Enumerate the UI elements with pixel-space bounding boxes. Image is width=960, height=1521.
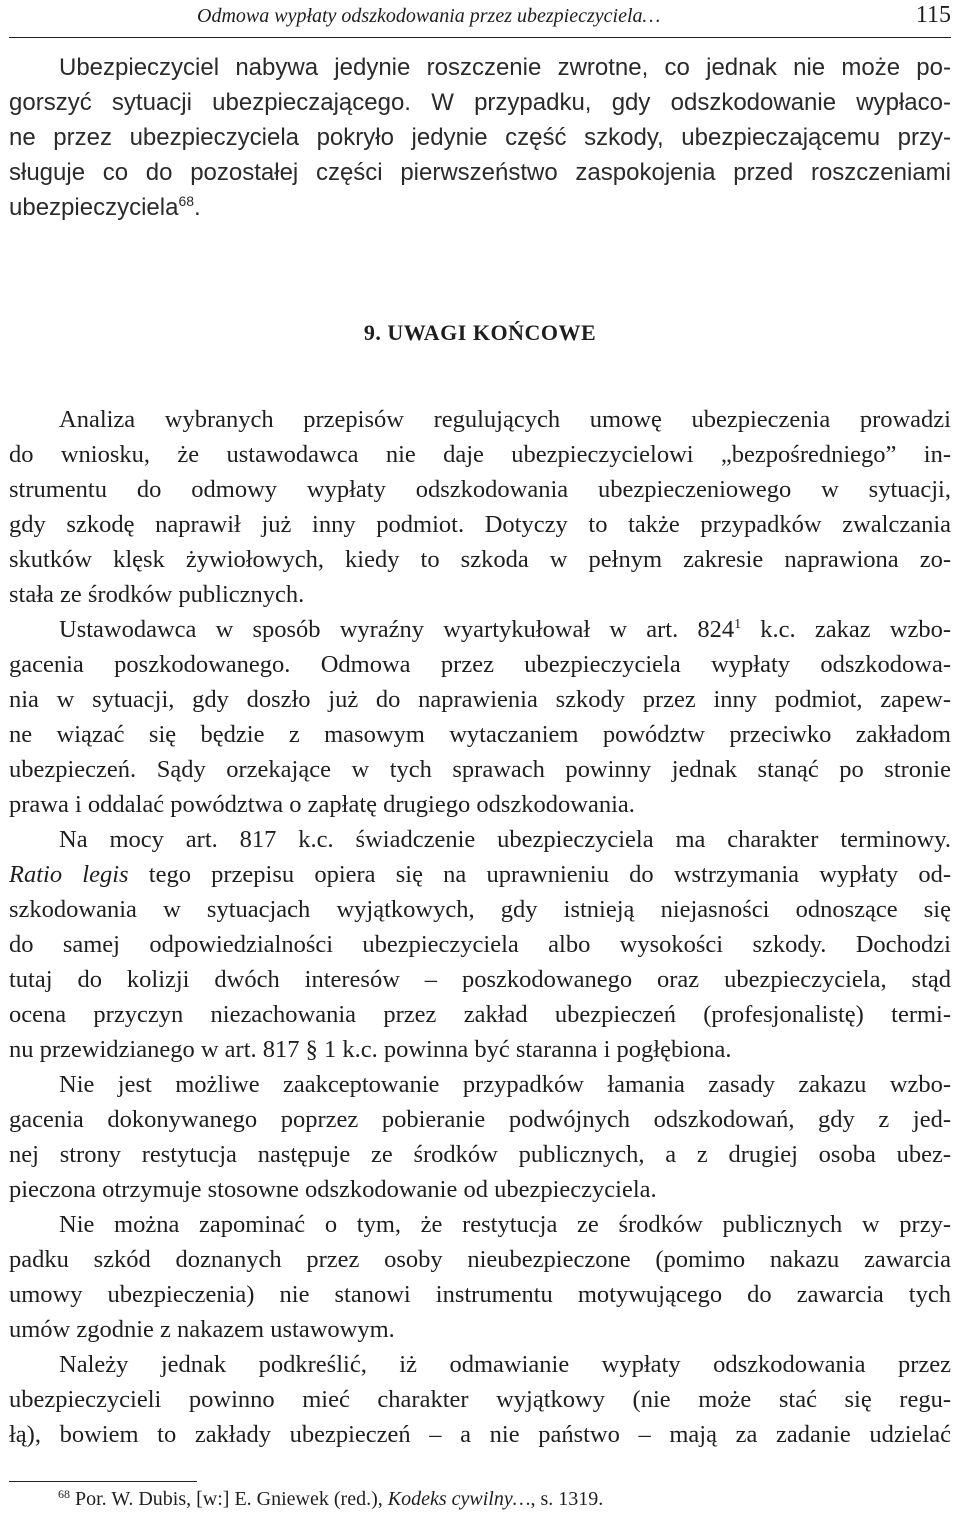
running-head: Odmowa wypłaty odszkodowania przez ubezpieczyciela… <box>197 5 661 27</box>
footnote-number: 68 <box>58 1487 70 1501</box>
text-line: pieczona otrzymuje stosowne odszkodowanie od ubezpieczyciela. <box>9 1176 657 1203</box>
text-line: umów zgodnie z nakazem ustawowym. <box>9 1316 395 1343</box>
paragraph-1 <box>9 402 951 612</box>
paragraph-6 <box>9 1347 951 1452</box>
text-run: Por. W. Dubis, [w:] E. Gniewek (red.), <box>70 1488 388 1510</box>
text-line: ne wiązać się będzie z masowym wytaczaniem powództw przeciwko zakładom <box>9 721 951 748</box>
text-line: sługuje co do pozostałej części pierwszeństwo zaspokojenia przed roszczeniami <box>9 159 951 186</box>
text-line: Nie jest możliwe zaakceptowanie przypadków łamania zasady zakazu wzbo- <box>59 1071 951 1098</box>
text-line: Ubezpieczyciel nabywa jedynie roszczenie zwrotne, co jednak nie może po- <box>59 54 951 81</box>
text-line: Analiza wybranych przepisów regulujących umowę ubezpieczenia prowadzi <box>59 406 951 433</box>
paragraph-3 <box>9 822 951 1067</box>
paragraph-4 <box>9 1067 951 1207</box>
footnote <box>58 1488 603 1511</box>
text-line <box>9 190 951 225</box>
paragraph-5 <box>9 1207 951 1347</box>
text-line: padku szkód doznanych przez osoby nieubezpieczone (pomimo nakazu zawarcia <box>9 1246 951 1273</box>
text-line: do samej odpowiedzialności ubezpieczyciela albo wysokości szkody. Dochodzi <box>9 931 951 958</box>
text-line <box>9 857 951 892</box>
text-run: Ustawodawca w sposób wyraźny wyartykułował w art. 824 <box>59 616 735 643</box>
text-line: Należy jednak podkreślić, iż odmawianie wypłaty odszkodowania przez <box>59 1351 951 1378</box>
section-heading: 9. UWAGI KOŃCOWE <box>363 320 597 345</box>
paragraph-2 <box>9 612 951 822</box>
superscript: 1 <box>734 617 742 632</box>
text-line: umowy ubezpieczenia) nie stanowi instrumentu motywującego do zawarcia tych <box>9 1281 951 1308</box>
italic-title: Kodeks cywilny… <box>387 1488 531 1510</box>
text-line: stała ze środków publicznych. <box>9 581 305 608</box>
text-line: strumentu do odmowy wypłaty odszkodowania ubezpieczeniowego w sytuacji, <box>9 476 951 503</box>
text-run: ubezpieczyciela <box>9 194 179 221</box>
text-run: . <box>194 194 201 221</box>
text-line: skutków klęsk żywiołowych, kiedy to szkoda w pełnym zakresie naprawiona zo- <box>9 546 951 573</box>
text-line: łą), bowiem to zakłady ubezpieczeń – a nie państwo – mają za zadanie udzielać <box>9 1421 951 1448</box>
text-line: Na mocy art. 817 k.c. świadczenie ubezpieczyciela ma charakter terminowy. <box>59 826 951 853</box>
text-line: gacenia poszkodowanego. Odmowa przez ubezpieczyciela wypłaty odszkodowa- <box>9 651 951 678</box>
text-line: do wniosku, że ustawodawca nie daje ubezpieczycielowi „bezpośredniego” in- <box>9 441 951 468</box>
text-line: nu przewidzianego w art. 817 § 1 k.c. powinna być staranna i pogłębiona. <box>9 1036 732 1063</box>
text-line: ubezpieczycieli powinno mieć charakter wyjątkowy (nie może stać się regu- <box>9 1386 951 1413</box>
footnote-divider <box>9 1481 197 1482</box>
page-header <box>9 0 951 38</box>
text-line: ubezpieczeń. Sądy orzekające w tych sprawach powinny jednak stanąć po stronie <box>9 756 951 783</box>
text-line: gacenia dokonywanego poprzez pobieranie podwójnych odszkodowań, gdy z jed- <box>9 1106 951 1133</box>
text-line: ocena przyczyn niezachowania przez zakład ubezpieczeń (profesjonalistę) termi- <box>9 1001 951 1028</box>
intro-paragraph <box>9 50 951 225</box>
text-line: nia w sytuacji, gdy doszło już do naprawienia szkody przez inny podmiot, zapew- <box>9 686 951 713</box>
text-line: ne przez ubezpieczyciela pokryło jedynie część szkody, ubezpieczającemu przy- <box>9 124 951 151</box>
text-run: , s. 1319. <box>530 1488 604 1510</box>
text-line: szkodowania w sytuacjach wyjątkowych, gdy istnieją niejasności odnoszące się <box>9 896 951 923</box>
footnote-reference: 68 <box>178 193 195 209</box>
text-line: tutaj do kolizji dwóch interesów – poszkodowanego oraz ubezpieczyciela, stąd <box>9 966 951 993</box>
text-line: gdy szkodę naprawił już inny podmiot. Dotyczy to także przypadków zwalczania <box>9 511 951 538</box>
text-run: k.c. zakaz wzbo- <box>741 616 951 643</box>
italic-term: Ratio legis <box>9 861 129 888</box>
text-line: Nie można zapominać o tym, że restytucja ze środków publicznych w przy- <box>59 1211 951 1238</box>
text-line <box>9 612 951 647</box>
text-line: gorszyć sytuacji ubezpieczającego. W przypadku, gdy odszkodowanie wypłaco- <box>9 89 951 116</box>
text-line: prawa i oddalać powództwa o zapłatę drugiego odszkodowania. <box>9 791 635 818</box>
text-run: tego przepisu opiera się na uprawnieniu do wstrzymania wypłaty od- <box>128 861 951 888</box>
page-number: 115 <box>915 2 951 28</box>
body-text <box>9 402 951 1452</box>
text-line: nej strony restytucja następuje ze środków publicznych, a z drugiej osoba ubez- <box>9 1141 951 1168</box>
